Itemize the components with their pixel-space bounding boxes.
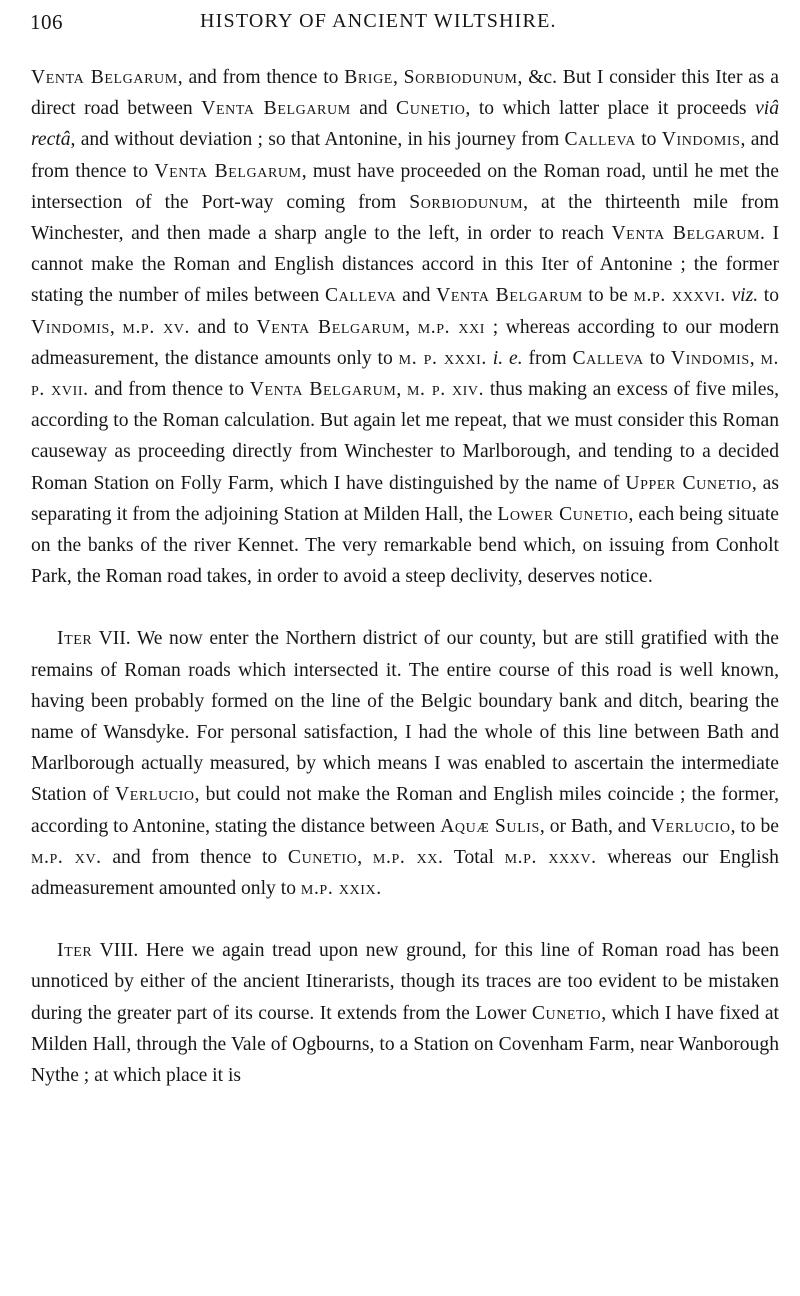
small-caps-text: m.p. xxi [417,316,486,338]
text-run: ; whereas according to our modern admeasurement, the distance amounts only to [31,316,779,369]
small-caps-text: Sorbiodunum [403,67,518,88]
small-caps-text: Verlucio [650,815,731,837]
small-caps-text: Upper Cunetio [625,472,752,494]
text-run: to [758,285,780,307]
small-caps-text: Cunetio [396,98,466,120]
text-run: , which I have fixed at Milden Hall, through the Vale of Ogbourns, to a Station on Covenham Farm, near Wanborough Nythe ; at which place it is [31,1002,779,1087]
small-caps-text: Venta Belgarum [436,285,583,307]
small-caps-text: Lower Cunetio [497,503,629,525]
small-caps-text: Vindomis [661,129,741,151]
text-run: , and from thence to [31,129,779,182]
small-caps-text: Venta Belgarum [31,67,178,88]
small-caps-text: m.p. xx. [372,846,444,868]
text-run: and [350,98,397,120]
small-caps-text: m.p. xv. [122,316,190,338]
text-run: thus making an excess of five miles, according to the Roman calculation. But again let me repeat, that we must consider this Roman causeway as proceeding directly from Winchester to Marlborough, and tending to a decided Roman Station on Folly Farm, which I have distinguished by the name of [31,379,780,494]
text-run: and from thence to [101,846,288,868]
small-caps-text: Cunetio [531,1002,602,1024]
small-caps-text: Venta Belgarum [611,223,761,245]
small-caps-text: Calleva [564,129,636,151]
italic-text: i. e. [492,347,523,369]
iter-label: Iter [57,940,93,962]
small-caps-text: Cunetio [287,846,358,868]
text-run: , [405,316,418,338]
small-caps-text: m.p. xxxvi. [633,285,726,307]
page-number: 106 [30,10,63,34]
small-caps-text: m.p. xv. [31,846,102,868]
small-caps-text: Verlucio [115,784,195,806]
small-caps-text: m. p. xxxi. [398,347,487,369]
text-run: , as separating it from the adjoining Station at Milden Hall, the [31,472,780,525]
text-run: , to be [730,815,779,837]
text-run: , [392,67,404,88]
text-run: , [749,347,761,369]
text-run: , at the thirteenth mile from Winchester, and then made a sharp angle to the left, in order to reach [31,191,779,245]
page-header [30,10,782,40]
text-run: whereas our English admeasurement amounted only to [31,846,779,900]
small-caps-text: Sorbiodunum [409,191,524,213]
italic-text: viz. [731,285,759,307]
text-run: , must have proceeded on the Roman road, until he met the intersection of the Port-way coming from [31,160,779,213]
text-run: and to [189,316,257,338]
small-caps-text: Venta Belgarum [249,379,397,401]
small-caps-text: Brige [344,67,393,88]
small-caps-text: Calleva [572,347,644,369]
iter-label: Iter [57,628,93,650]
text-run: , each being situate on the banks of the river Kennet. The very remarkable bend which, on issuing from Conholt Park, the Roman road takes, in order to avoid a steep declivity, deserves notice. [31,503,779,588]
small-caps-text: m.p. xxxv. [504,846,597,868]
text-run: . I cannot make the Roman and English distances accord in this Iter of Antonine ; the former stating the number of miles between [31,223,779,307]
text-run: , [396,379,407,401]
small-caps-text: Aquæ Sulis [440,815,540,837]
body-text [31,62,779,1091]
small-caps-text: m. p. xiv. [407,379,485,401]
small-caps-text: Venta Belgarum [256,316,406,338]
text-run: , or Bath, and [539,815,651,837]
text-run: and from thence to [88,379,250,401]
text-run: Total [443,846,505,868]
small-caps-text: Venta Belgarum [154,160,302,182]
text-run: , [357,846,373,868]
text-run: to be [582,285,634,307]
small-caps-text: Venta Belgarum [201,98,351,120]
running-title: HISTORY OF ANCIENT WILTSHIRE. [200,10,557,32]
text-run: from [522,347,573,369]
text-run: , &c. But I consider this Iter as a direct road between [31,67,780,120]
text-run: , and from thence to [177,67,345,88]
small-caps-text: Vindomis [31,316,110,338]
paragraph-iter-viii [31,935,779,1091]
paragraph-venta-belgarum [31,62,779,592]
text-run: , and without deviation ; so that Antonine, in his journey from [70,129,565,151]
text-run: VIII. Here we again tread upon new ground, for this line of Roman road has been unnoticed by either of the ancient Itinerarists, though its traces are too evident to be mistaken during the greater part of its course. It extends from the Lower [31,940,779,1024]
text-run: , [109,316,123,338]
text-run: VII. We now enter the Northern district of our county, but are still gratified with the remains of Roman roads which intersected it. The entire course of this road is well known, having been probably formed on the line of the Belgic boundary bank and ditch, bearing the name of Wansdyke. For personal satisfaction, I had the whole of this line between Bath and Marlborough actually measured, by which means I was enabled to ascertain the intermediate Station of [31,628,779,806]
small-caps-text: Vindomis [670,347,750,369]
text-run: to [635,129,662,151]
text-run: , but could not make the Roman and English miles coincide ; the former, according to Antonine, stating the distance between [31,784,780,837]
text-run: , to which latter place it proceeds [465,98,756,120]
italic-text: viâ rectâ [31,98,779,151]
small-caps-text: m. p. xvii. [31,347,780,401]
small-caps-text: m.p. xxix. [300,878,382,900]
text-run: to [643,347,671,369]
small-caps-text: Calleva [325,285,397,307]
text-run: and [396,285,437,307]
paragraph-iter-vii [31,623,779,904]
